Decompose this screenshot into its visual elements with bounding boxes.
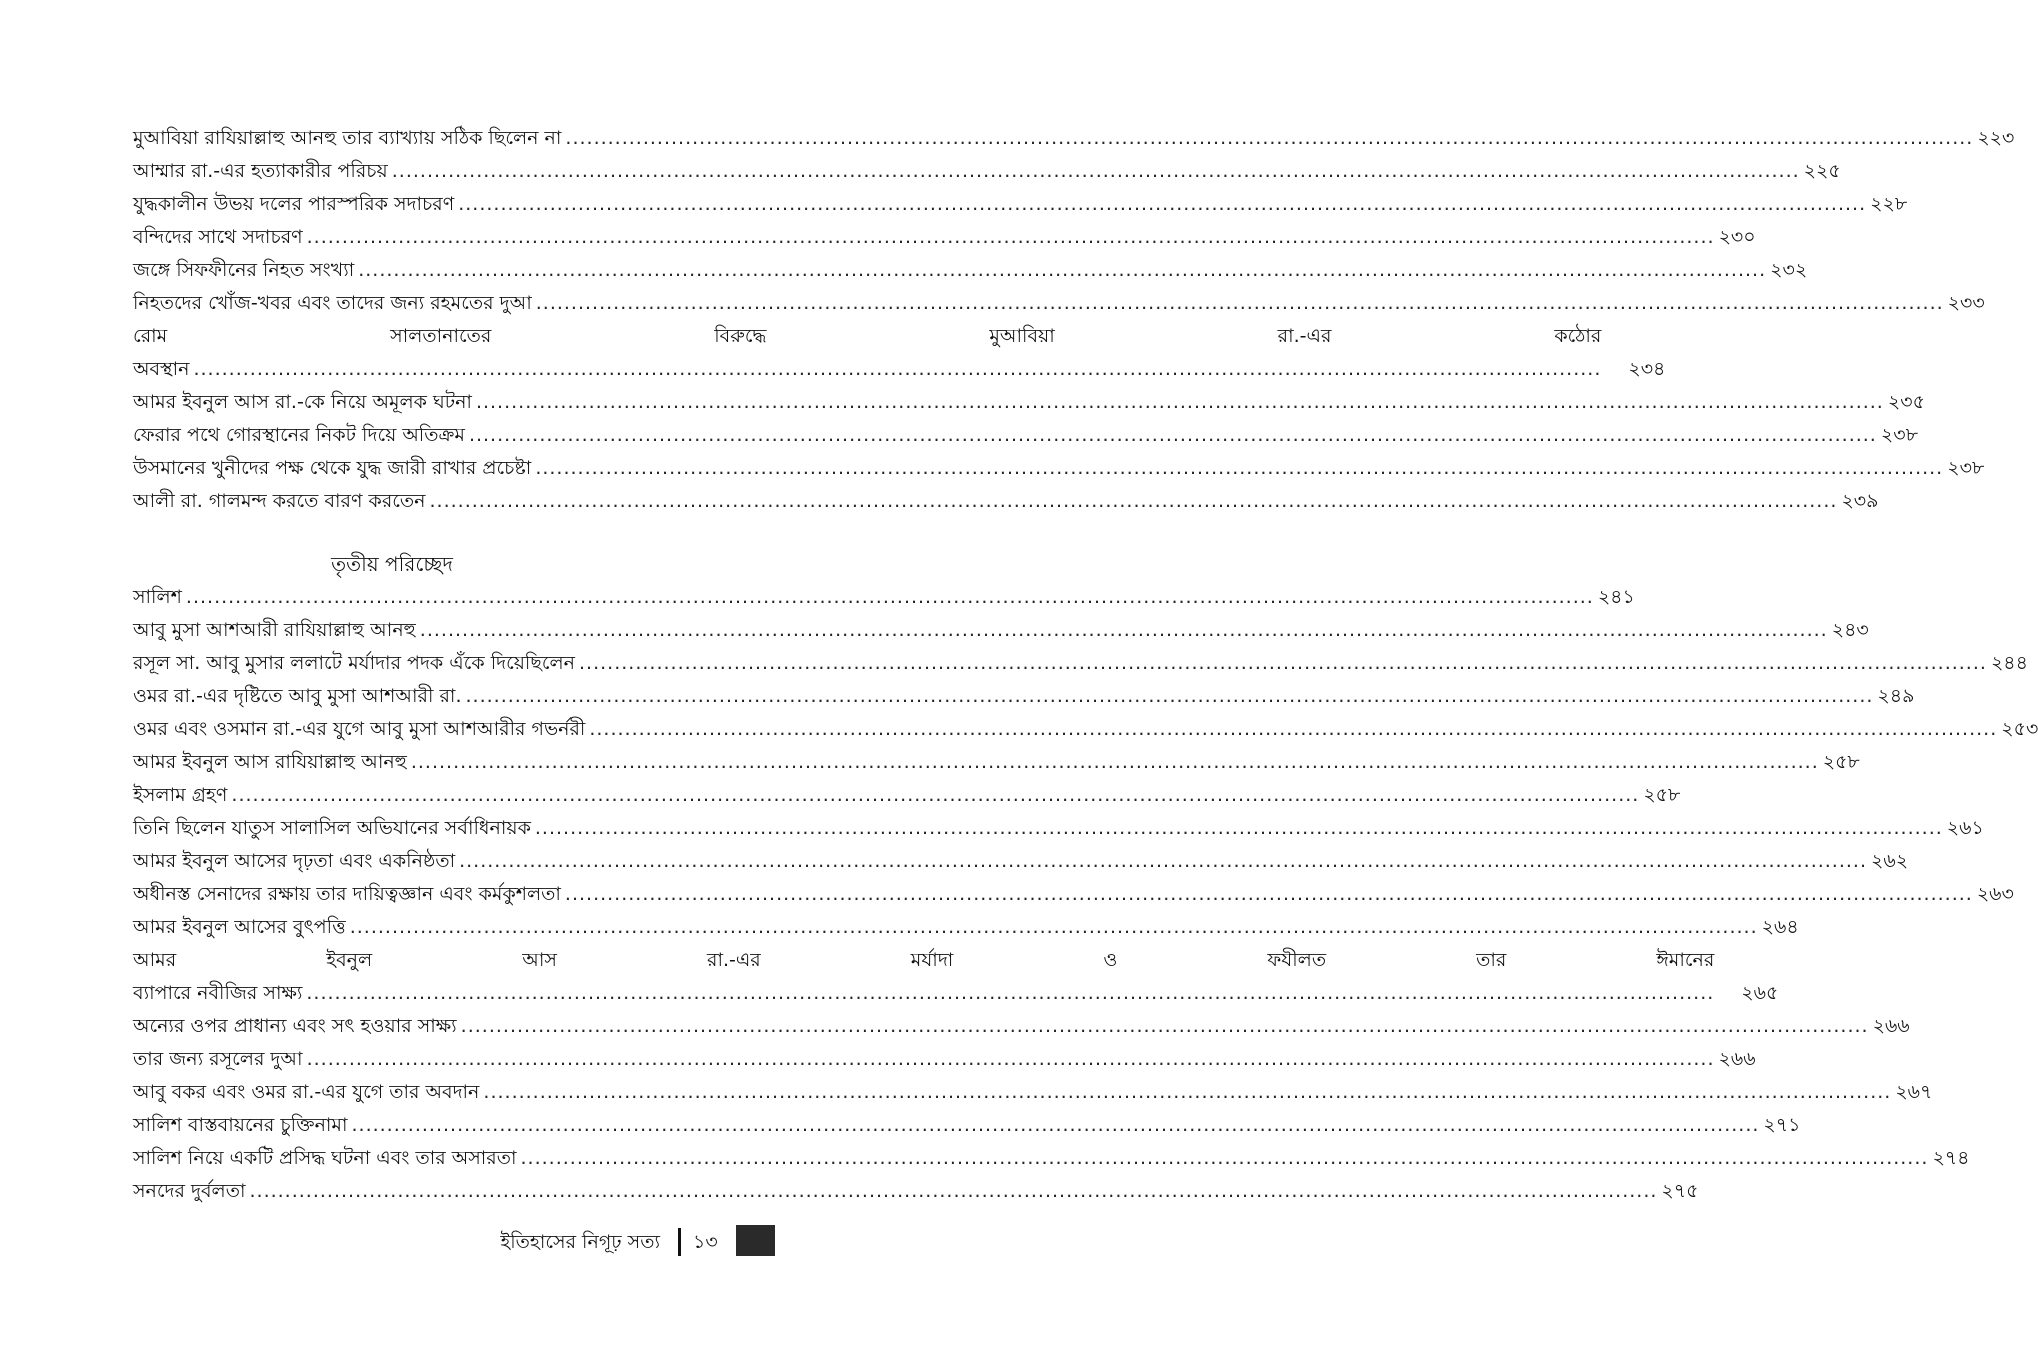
toc-leader-dots: ........................................................................................................................................................................................................ (565, 127, 1974, 149)
toc-entry-title-wrap (133, 944, 1778, 1010)
toc-entry (133, 452, 1985, 485)
toc-entry-title: আমর ইবনুল আস রাযিয়াল্লাহু আনহু (133, 751, 407, 773)
toc-leader-dots: ........................................................................................................................................................................................................ (520, 1147, 1929, 1169)
toc-entry-page: ২৫৮ (1643, 784, 1681, 806)
toc-entry-title: ফেরার পথে গোরস্থানের নিকট দিয়ে অতিক্রম (133, 424, 465, 446)
toc-entry-title: ইসলাম গ্রহণ (133, 784, 228, 806)
toc-entry-title: উসমানের খুনীদের পক্ষ থেকে যুদ্ধ জারী রাখার প্রচেষ্টা (133, 457, 532, 479)
toc-leader-dots: ........................................................................................................................................................................................................ (564, 883, 1973, 905)
toc-section-2 (133, 581, 2038, 1208)
toc-entry-title: আলী রা. গালমন্দ করতে বারণ করতেন (133, 490, 426, 512)
toc-leader-dots: ........................................................................................................................................................................................................ (193, 358, 1602, 380)
toc-entry-page: ২৩০ (1718, 226, 1756, 248)
toc-leader-dots: ........................................................................................................................................................................................................ (351, 1114, 1760, 1136)
toc-entry-title: সালিশ (133, 586, 182, 608)
toc-entry (133, 680, 1915, 713)
toc-entry (133, 419, 1918, 452)
toc-entry-page: ২৪৪ (1990, 652, 2028, 674)
toc-entry (133, 1109, 1801, 1142)
toc-leader-dots: ........................................................................................................................................................................................................ (231, 784, 1640, 806)
toc-entry-title: মুআবিয়া রাযিয়াল্লাহু আনহু তার ব্যাখ্যায় সঠিক ছিলেন না (133, 127, 562, 149)
toc-entry (133, 155, 1841, 188)
toc-entry-title: অন্যের ওপর প্রাধান্য এবং সৎ হওয়ার সাক্ষ্য (133, 1015, 457, 1037)
toc-entry-title-line1: রোম সালতানাতের বিরুদ্ধে মুআবিয়া রা.-এর কঠোর (133, 325, 1602, 347)
toc-entry (133, 1142, 1970, 1175)
toc-entry-title-line1: আমর ইবনুল আস রা.-এর মর্যাদা ও ফযীলত তার ঈমানের (133, 949, 1715, 971)
toc-entry-page: ২৩৮ (1880, 424, 1918, 446)
toc-entry (133, 320, 1666, 386)
toc-leader-dots: ........................................................................................................................................................................................................ (185, 586, 1594, 608)
toc-leader-dots: ........................................................................................................................................................................................................ (534, 817, 1943, 839)
book-title: ইতিহাসের নিগূঢ় সত্য (500, 1231, 660, 1253)
toc-entry-page: ২২৫ (1803, 160, 1841, 182)
toc-entry-page: ২৭১ (1763, 1114, 1801, 1136)
page-footer (0, 1225, 775, 1259)
toc-entry-line2 (133, 353, 1665, 386)
toc-entry-title-line2: ব্যাপারে নবীজির সাক্ষ্য (133, 982, 303, 1004)
toc-leader-dots: ........................................................................................................................................................................................................ (459, 850, 1868, 872)
footer-divider (678, 1228, 681, 1256)
footer-marker-block (736, 1225, 775, 1256)
toc-entry (133, 485, 1879, 518)
toc-section-1 (133, 122, 2015, 518)
toc-entry (133, 779, 1681, 812)
toc-entry-title-line2: অবস্থান (133, 358, 190, 380)
toc-entry (133, 911, 1799, 944)
toc-entry-title-wrap (133, 320, 1665, 386)
toc-entry-title: ওমর এবং ওসমান রা.-এর যুগে আবু মুসা আশআরীর গভর্নরী (133, 718, 586, 740)
toc-entry-page: ২৬৩ (1976, 883, 2014, 905)
toc-entry-title: আমর ইবনুল আসের দৃঢ়তা এবং একনিষ্ঠতা (133, 850, 456, 872)
toc-leader-dots: ........................................................................................................................................................................................................ (475, 391, 1884, 413)
toc-entry-title: যুদ্ধকালীন উভয় দলের পারস্পরিক সদাচরণ (133, 193, 455, 215)
toc-entry-page: ২৭৫ (1661, 1180, 1699, 1202)
toc-entry-title: সনদের দুর্বলতা (133, 1180, 246, 1202)
toc-leader-dots: ........................................................................................................................................................................................................ (460, 1015, 1869, 1037)
toc-entry-page: ২৬৬ (1872, 1015, 1910, 1037)
toc-leader-dots: ........................................................................................................................................................................................................ (249, 1180, 1658, 1202)
toc-entry-page: ২৩৯ (1841, 490, 1879, 512)
toc-entry-page: ২৩৫ (1887, 391, 1925, 413)
toc-entry (133, 845, 1909, 878)
toc-entry-page: ২৩২ (1770, 259, 1808, 281)
toc-entry (133, 647, 2028, 680)
toc-entry (133, 581, 1635, 614)
toc-entry (133, 1043, 1756, 1076)
toc-entry-page: ২৬৪ (1761, 916, 1799, 938)
toc-entry-page: ২৪১ (1597, 586, 1635, 608)
table-of-contents (133, 122, 2038, 1208)
toc-entry-title: অধীনস্ত সেনাদের রক্ষায় তার দায়িত্বজ্ঞান এবং কর্মকুশলতা (133, 883, 561, 905)
toc-entry (133, 287, 1985, 320)
toc-entry (133, 122, 2015, 155)
toc-leader-dots: ........................................................................................................................................................................................................ (483, 1081, 1892, 1103)
toc-entry-title: আমর ইবনুল আস রা.-কে নিয়ে অমূলক ঘটনা (133, 391, 472, 413)
toc-entry-title: জঙ্গে সিফফীনের নিহত সংখ্যা (133, 259, 355, 281)
toc-entry (133, 1010, 1910, 1043)
toc-entry-page: ২৩৪ (1628, 358, 1666, 380)
page-number: ১৩ (693, 1231, 718, 1253)
toc-leader-dots: ........................................................................................................................................................................................................ (358, 259, 1767, 281)
toc-entry-page: ২৭৪ (1932, 1147, 1970, 1169)
toc-entry-page: ২৫৮ (1822, 751, 1860, 773)
toc-entry-title: নিহতদের খোঁজ-খবর এবং তাদের জন্য রহমতের দুআ (133, 292, 532, 314)
toc-entry (133, 386, 1925, 419)
toc-leader-dots: ........................................................................................................................................................................................................ (468, 424, 1877, 446)
toc-leader-dots: ........................................................................................................................................................................................................ (579, 652, 1987, 674)
toc-entry-page: ২৬৫ (1741, 982, 1779, 1004)
toc-leader-dots: ........................................................................................................................................................................................................ (589, 718, 1998, 740)
toc-entry-title: সালিশ নিয়ে একটি প্রসিদ্ধ ঘটনা এবং তার অসারতা (133, 1147, 517, 1169)
toc-entry-title: আমর ইবনুল আসের বুৎপত্তি (133, 916, 346, 938)
toc-leader-dots: ........................................................................................................................................................................................................ (391, 160, 1800, 182)
toc-leader-dots: ........................................................................................................................................................................................................ (306, 226, 1715, 248)
toc-leader-dots: ........................................................................................................................................................................................................ (410, 751, 1819, 773)
toc-entry-page: ২৬১ (1946, 817, 1984, 839)
toc-leader-dots: ........................................................................................................................................................................................................ (306, 1048, 1715, 1070)
toc-leader-dots: ........................................................................................................................................................................................................ (429, 490, 1838, 512)
toc-entry (133, 254, 1808, 287)
toc-entry-line2 (133, 977, 1778, 1010)
toc-entry-title: আম্মার রা.-এর হত্যাকারীর পরিচয় (133, 160, 388, 182)
toc-entry (133, 944, 1779, 1010)
toc-entry-page: ২৬৭ (1895, 1081, 1933, 1103)
toc-entry (133, 746, 1860, 779)
toc-entry (133, 1076, 1933, 1109)
toc-entry-title: রসূল সা. আবু মুসার ললাটে মর্যাদার পদক এঁকে দিয়েছিলেন (133, 652, 576, 674)
toc-entry (133, 1175, 1699, 1208)
toc-entry (133, 713, 2038, 746)
toc-entry-title: তিনি ছিলেন যাতুস সালাসিল অভিযানের সর্বাধিনায়ক (133, 817, 531, 839)
toc-entry (133, 878, 2014, 911)
toc-entry-title: ওমর রা.-এর দৃষ্টিতে আবু মুসা আশআরী রা. (133, 685, 462, 707)
toc-entry-page: ২৬৬ (1718, 1048, 1756, 1070)
chapter-heading: তৃতীয় পরিচ্ছেদ (331, 552, 453, 576)
toc-entry-title: বন্দিদের সাথে সদাচরণ (133, 226, 303, 248)
toc-entry-page: ২৩৮ (1947, 457, 1985, 479)
toc-leader-dots: ........................................................................................................................................................................................................ (349, 916, 1758, 938)
toc-entry-page: ২৫৩ (2001, 718, 2038, 740)
toc-leader-dots: ........................................................................................................................................................................................................ (535, 457, 1944, 479)
toc-entry-page: ২২৩ (1977, 127, 2015, 149)
toc-leader-dots: ........................................................................................................................................................................................................ (465, 685, 1874, 707)
toc-leader-dots: ........................................................................................................................................................................................................ (419, 619, 1828, 641)
toc-entry (133, 614, 1869, 647)
toc-entry-page: ২৪৯ (1877, 685, 1915, 707)
toc-entry-title: তার জন্য রসূলের দুআ (133, 1048, 303, 1070)
toc-entry (133, 221, 1756, 254)
toc-entry-page: ২৪৩ (1831, 619, 1869, 641)
toc-entry-title: আবু মুসা আশআরী রাযিয়াল্লাহু আনহু (133, 619, 416, 641)
toc-leader-dots: ........................................................................................................................................................................................................ (458, 193, 1867, 215)
toc-entry (133, 812, 1984, 845)
toc-entry-page: ২৬২ (1871, 850, 1909, 872)
toc-entry-title: সালিশ বাস্তবায়নের চুক্তিনামা (133, 1114, 348, 1136)
toc-entry (133, 188, 1908, 221)
toc-leader-dots: ........................................................................................................................................................................................................ (306, 982, 1715, 1004)
toc-entry-title: আবু বকর এবং ওমর রা.-এর যুগে তার অবদান (133, 1081, 480, 1103)
toc-entry-page: ২২৮ (1870, 193, 1908, 215)
toc-leader-dots: ........................................................................................................................................................................................................ (535, 292, 1944, 314)
toc-entry-page: ২৩৩ (1947, 292, 1985, 314)
